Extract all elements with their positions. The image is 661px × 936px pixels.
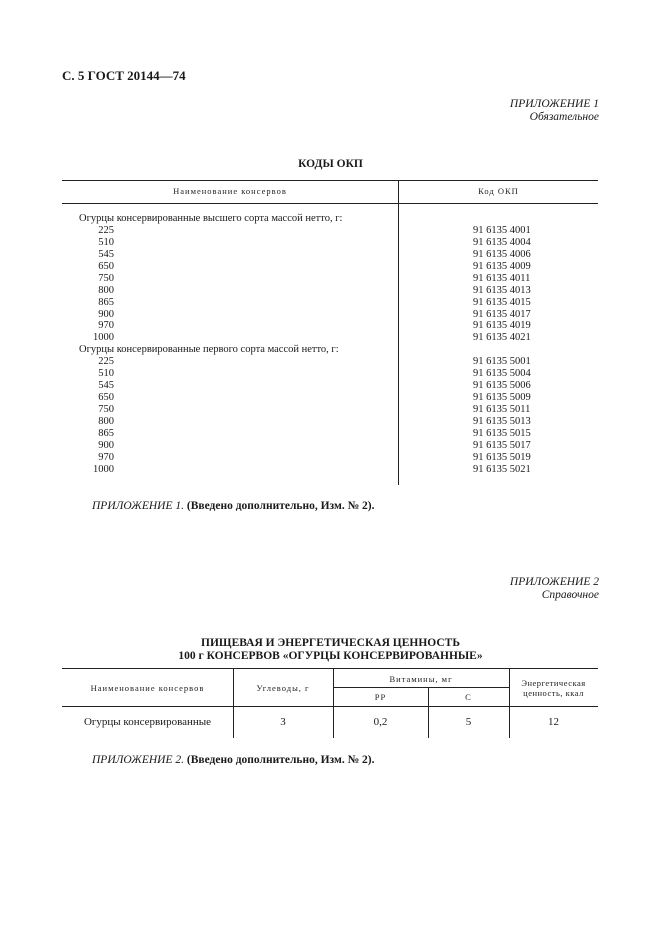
codes-table-header-name: Наименование консервов xyxy=(173,186,287,196)
row-name: 865 xyxy=(98,427,114,439)
nutrition-row-pp: 0,2 xyxy=(373,716,388,728)
row-name: 510 xyxy=(98,236,114,248)
codes-table-top-rule xyxy=(62,180,598,181)
row-code: 91 6135 5013 xyxy=(473,415,531,427)
nutrition-title-line2: 100 г КОНСЕРВОВ «ОГУРЦЫ КОНСЕРВИРОВАННЫЕ» xyxy=(178,650,483,662)
appendix2-title: ПРИЛОЖЕНИЕ 2 xyxy=(509,576,599,588)
table-row xyxy=(62,273,598,285)
appendix1-title: ПРИЛОЖЕНИЕ 1 xyxy=(509,98,599,110)
row-name: 750 xyxy=(98,272,114,284)
table-row xyxy=(62,368,598,380)
row-code: 91 6135 4004 xyxy=(473,236,531,248)
table-row xyxy=(62,440,598,452)
table-row xyxy=(62,380,598,392)
nutrition-header-energy-line1: Энергетическая xyxy=(521,678,586,688)
row-name: 650 xyxy=(98,260,114,272)
nutrition-title-line1: ПИЩЕВАЯ И ЭНЕРГЕТИЧЕСКАЯ ЦЕННОСТЬ xyxy=(201,637,460,649)
table-row xyxy=(62,320,598,332)
nutrition-table-title xyxy=(0,637,661,663)
table-row xyxy=(62,404,598,416)
row-code: 91 6135 5021 xyxy=(473,463,531,475)
table-row xyxy=(62,428,598,440)
row-code: 91 6135 4013 xyxy=(473,284,531,296)
row-code: 91 6135 5001 xyxy=(473,356,531,368)
row-code: 91 6135 4001 xyxy=(473,224,531,236)
row-name: 545 xyxy=(98,248,114,260)
row-name: 225 xyxy=(98,224,114,236)
nutrition-table-header-rule xyxy=(62,706,598,707)
row-code: 91 6135 5004 xyxy=(473,368,531,380)
row-code: 91 6135 4006 xyxy=(473,248,531,260)
table-row xyxy=(62,261,598,273)
row-name: 900 xyxy=(98,439,114,451)
appendix1-note-text: (Введено дополнительно, Изм. № 2). xyxy=(186,500,375,512)
table-row xyxy=(62,452,598,464)
row-name: Огурцы консервированные первого сорта массой нетто, г: xyxy=(79,344,339,356)
nutrition-header-vitamins: Витамины, мг xyxy=(389,674,453,684)
row-code: 91 6135 4017 xyxy=(473,308,531,320)
row-name: 800 xyxy=(98,415,114,427)
row-name: 510 xyxy=(98,368,114,380)
table-row xyxy=(62,285,598,297)
nutrition-row-energy: 12 xyxy=(548,716,559,728)
table-row xyxy=(62,356,598,368)
table-row xyxy=(62,416,598,428)
table-row xyxy=(62,464,598,476)
page-header: С. 5 ГОСТ 20144—74 xyxy=(62,68,186,83)
nutrition-row-name: Огурцы консервированные xyxy=(83,716,212,728)
row-name: 970 xyxy=(98,320,114,332)
nutrition-row-carbs: 3 xyxy=(280,716,286,728)
row-name: 800 xyxy=(98,284,114,296)
nutrition-header-pp: PP xyxy=(374,692,387,702)
nutrition-header-energy xyxy=(509,678,598,698)
row-name: 865 xyxy=(98,296,114,308)
nutrition-header-name: Наименование консервов xyxy=(90,683,205,693)
row-name: 750 xyxy=(98,404,114,415)
row-code: 91 6135 5017 xyxy=(473,439,531,451)
table-row xyxy=(62,225,598,237)
row-code: 91 6135 5009 xyxy=(473,392,531,404)
row-code: 91 6135 4015 xyxy=(473,296,531,308)
table-row xyxy=(62,213,598,225)
row-name: 1000 xyxy=(93,463,114,475)
appendix2-note-label: ПРИЛОЖЕНИЕ 2. xyxy=(92,754,184,766)
table-row xyxy=(62,392,598,404)
appendix1-subtitle: Обязательное xyxy=(529,111,599,123)
table-row xyxy=(62,297,598,309)
row-code: 91 6135 5015 xyxy=(473,427,531,439)
row-code: 91 6135 4011 xyxy=(473,272,531,284)
appendix1-note xyxy=(92,500,374,512)
row-name: 545 xyxy=(98,380,114,392)
row-code: 91 6135 4021 xyxy=(473,332,531,344)
codes-table-title: КОДЫ ОКП xyxy=(298,158,363,170)
row-code: 91 6135 5019 xyxy=(473,451,531,463)
row-name: 225 xyxy=(98,356,114,368)
codes-table-body xyxy=(62,213,598,476)
row-name: 970 xyxy=(98,451,114,463)
nutrition-header-c: C xyxy=(465,692,472,702)
appendix1-label xyxy=(510,98,599,124)
table-row xyxy=(62,237,598,249)
table-row xyxy=(62,344,598,356)
nutrition-row-c: 5 xyxy=(465,716,472,728)
row-code: 91 6135 4019 xyxy=(473,320,531,332)
table-row xyxy=(62,249,598,261)
appendix2-note xyxy=(92,754,374,766)
row-name: Огурцы консервированные высшего сорта массой нетто, г: xyxy=(79,213,343,224)
row-name: 650 xyxy=(98,392,114,404)
appendix2-subtitle: Справочное xyxy=(541,589,599,601)
table-row xyxy=(62,309,598,321)
nutrition-table-top-rule xyxy=(62,668,598,669)
nutrition-header-carbs: Углеводы, г xyxy=(256,683,310,693)
codes-table-header-code: Код ОКП xyxy=(478,186,519,196)
appendix2-note-text: (Введено дополнительно, Изм. № 2). xyxy=(186,754,375,766)
row-code: 91 6135 5011 xyxy=(473,404,531,415)
row-name: 1000 xyxy=(93,332,114,344)
row-name: 900 xyxy=(98,308,114,320)
table-row xyxy=(62,332,598,344)
appendix1-note-label: ПРИЛОЖЕНИЕ 1. xyxy=(92,500,184,512)
nutrition-vitamins-rule xyxy=(333,687,509,688)
nutrition-header-energy-line2: ценность, ккал xyxy=(523,688,584,698)
row-code: 91 6135 4009 xyxy=(473,260,531,272)
row-code: 91 6135 5006 xyxy=(473,380,531,392)
codes-table-header-rule xyxy=(62,203,598,204)
appendix2-label xyxy=(510,576,599,602)
